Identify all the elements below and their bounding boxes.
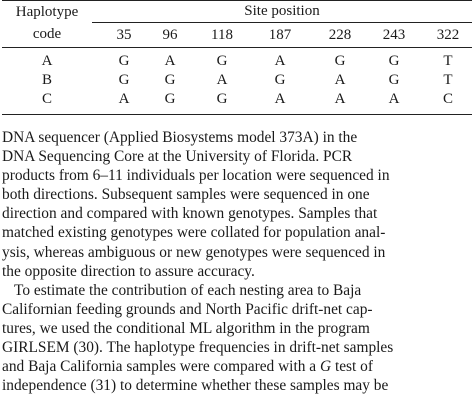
haplotype-code-cell: A <box>41 53 53 69</box>
paragraph-line-rest: (30). The haplotype frequencies in drift-net samples <box>69 339 394 357</box>
base-cell: G <box>334 53 346 69</box>
base-cell: G <box>388 72 400 88</box>
paragraph-line: DNA Sequencing Core at the University of Florida. PCR <box>2 148 353 166</box>
haplotype-code-header-line1: Haplotype <box>15 4 79 20</box>
paragraph-line: the opposite direction to assure accuracy. <box>2 262 255 280</box>
position-header: 35 <box>116 27 132 43</box>
paragraph-line: DNA sequencer (Applied Biosystems model 373A) in the <box>2 129 358 146</box>
haplotype-code-cell: C <box>41 91 52 107</box>
site-position-span-rule <box>92 22 472 23</box>
table-bottom-rule <box>2 114 472 115</box>
paragraph-line: tures, we used the conditional ML algorithm in the program <box>2 319 370 337</box>
paragraph-line: independence (31) to determine whether these samples may be <box>2 377 389 395</box>
base-cell: G <box>118 53 130 69</box>
position-header: 228 <box>328 27 352 43</box>
base-cell: G <box>164 91 176 107</box>
paragraph-line-end: test of <box>331 358 373 376</box>
paragraph-line: Californian feeding grounds and North Pacific drift-net cap- <box>2 300 373 318</box>
g-test-symbol: G <box>319 358 332 376</box>
paragraph-line-start: and Baja California samples were compared with a <box>2 358 320 376</box>
base-cell: A <box>216 72 228 88</box>
paragraph-line: matched existing genotypes were collated for population anal- <box>2 224 386 242</box>
paragraph-line: products from 6–11 individuals per location were sequenced in <box>2 167 390 185</box>
paragraph-line: To estimate the contribution of each nesting area to Baja <box>14 281 362 299</box>
base-cell: A <box>164 53 176 69</box>
haplotype-code-header-line2: code <box>32 26 62 42</box>
position-header: 118 <box>211 27 233 43</box>
base-cell: G <box>118 72 130 88</box>
position-header: 322 <box>436 27 460 43</box>
base-cell: A <box>334 91 346 107</box>
base-cell: A <box>118 91 130 107</box>
base-cell: T <box>443 53 453 69</box>
base-cell: G <box>274 72 286 88</box>
position-header: 187 <box>268 27 292 43</box>
base-cell: G <box>216 53 228 69</box>
base-cell: C <box>442 91 453 107</box>
haplotype-code-cell: B <box>41 72 52 88</box>
base-cell: A <box>274 53 286 69</box>
paragraph-line <box>2 357 472 376</box>
paragraph-line: both directions. Subsequent samples were sequenced in one <box>2 186 370 204</box>
position-header: 243 <box>382 27 406 43</box>
base-cell: G <box>388 53 400 69</box>
base-cell: A <box>334 72 346 88</box>
base-cell: G <box>216 91 228 107</box>
base-cell: G <box>164 72 176 88</box>
paragraph-line: direction and compared with known genotypes. Samples that <box>2 205 378 223</box>
position-header: 96 <box>162 27 178 43</box>
base-cell: A <box>388 91 400 107</box>
site-position-header: Site position <box>244 3 320 19</box>
paragraph-line <box>2 338 472 357</box>
program-name: GIRLSEM <box>2 339 70 357</box>
base-cell: T <box>443 72 453 88</box>
base-cell: A <box>274 91 286 107</box>
paragraph-line: ysis, whereas ambiguous or new genotypes were sequenced in <box>2 243 386 261</box>
body-text <box>2 128 472 395</box>
table-top-rule <box>2 0 472 1</box>
table-header-rule <box>2 47 472 48</box>
